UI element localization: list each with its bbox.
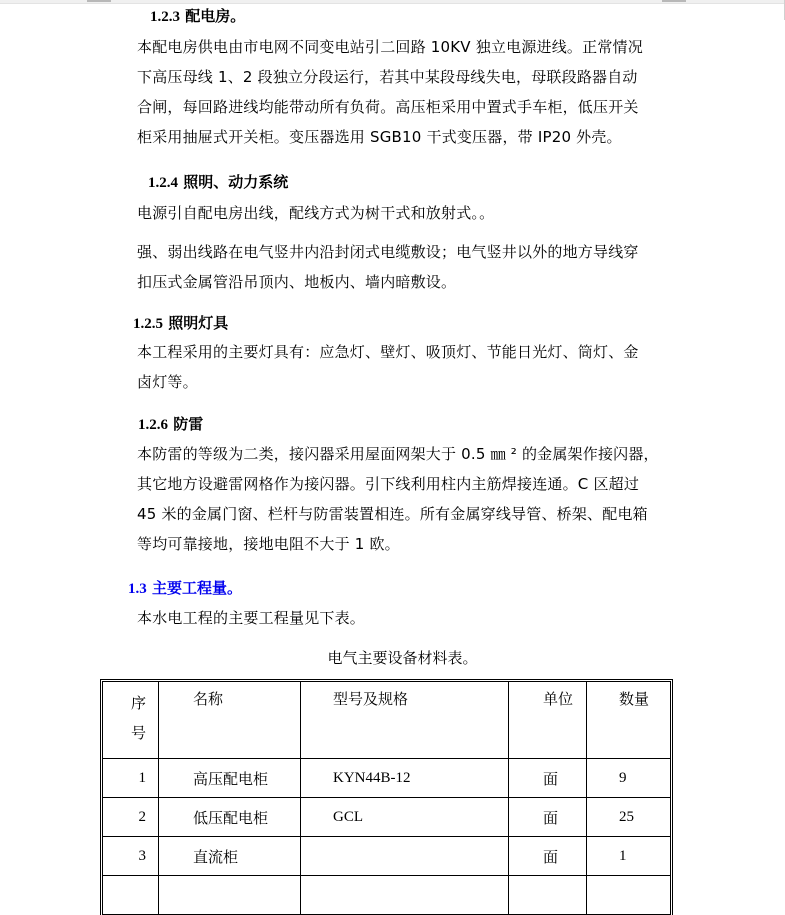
- table-row: [103, 759, 671, 798]
- equipment-table: [102, 681, 671, 915]
- heading-number: 1.3: [128, 581, 147, 597]
- paragraph-1-2-3: [137, 32, 677, 152]
- cell-qty: [587, 876, 671, 915]
- heading-title: 照明灯具: [168, 314, 229, 332]
- text-line: 合闸，每回路进线均能带动所有负荷。高压柜采用中置式手车柜，低压开关: [137, 98, 639, 116]
- text-line: 本水电工程的主要工程量见下表。: [137, 609, 366, 627]
- heading-number: 1.2.6: [138, 417, 168, 433]
- header-spec: 型号及规格: [301, 682, 509, 759]
- heading-number: 1.2.4: [148, 175, 178, 191]
- text-line: 卤灯等。: [137, 373, 198, 391]
- cell-no: 3: [103, 837, 159, 876]
- text-line: 其它地方设避雷网格作为接闪器。引下线利用柱内主筋焊接连通。C 区超过: [137, 475, 640, 493]
- heading-number: 1.2.5: [133, 316, 163, 332]
- paragraph-1-2-4-a: [137, 198, 677, 228]
- header-name: 名称: [159, 682, 301, 759]
- text-line: 下高压母线 1、2 段独立分段运行，若其中某段母线失电，母联段路器自动: [137, 68, 638, 86]
- heading-1-2-6: [138, 413, 203, 434]
- heading-title: 防雷: [173, 415, 204, 433]
- page-top-edge: [0, 0, 785, 4]
- cell-spec: GCL: [301, 798, 509, 837]
- heading-1-3: [128, 577, 242, 598]
- table-row: [103, 876, 671, 915]
- heading-1-2-4: [148, 171, 288, 192]
- text-line: 扣压式金属管沿吊顶内、地板内、墙内暗敷设。: [137, 273, 457, 291]
- heading-title: 主要工程量。: [151, 579, 242, 597]
- cell-no: [103, 876, 159, 915]
- heading-1-2-3: [150, 5, 245, 26]
- cell-name: 低压配电柜: [159, 798, 301, 837]
- cell-qty: 9: [587, 759, 671, 798]
- paragraph-1-2-4-b: [137, 237, 677, 297]
- header-no-line2: 号: [130, 724, 146, 742]
- table-row: [103, 837, 671, 876]
- cell-spec: [301, 837, 509, 876]
- table-row: [103, 798, 671, 837]
- cell-name: 直流柜: [159, 837, 301, 876]
- text-line: 柜采用抽屉式开关柜。变压器选用 SGB10 干式变压器，带 IP20 外壳。: [137, 128, 622, 146]
- cell-name: 高压配电柜: [159, 759, 301, 798]
- cell-unit: 面: [509, 759, 587, 798]
- table-caption: 电气主要设备材料表。: [327, 649, 478, 667]
- cell-qty: 25: [587, 798, 671, 837]
- header-unit: 单位: [509, 682, 587, 759]
- text-line: 本防雷的等级为二类，接闪器采用屋面网架大于 0.5 ㎜ ² 的金属架作接闪器，: [137, 445, 659, 463]
- cell-unit: [509, 876, 587, 915]
- text-line: 强、弱出线路在电气竖井内沿封闭式电缆敷设；电气竖井以外的地方导线穿: [137, 243, 639, 261]
- ruler-margin-marker-right[interactable]: [662, 0, 686, 2]
- text-line: 电源引自配电房出线，配线方式为树干式和放射式。。: [137, 204, 495, 222]
- cell-name: [159, 876, 301, 915]
- heading-title: 配电房。: [185, 7, 246, 25]
- heading-title: 照明、动力系统: [183, 173, 289, 191]
- header-qty: 数量: [587, 682, 671, 759]
- paragraph-1-2-6: [137, 439, 677, 559]
- cell-spec: [301, 876, 509, 915]
- header-no: [103, 682, 159, 759]
- cell-unit: 面: [509, 798, 587, 837]
- header-no-line1: 序: [130, 694, 146, 712]
- text-line: 本工程采用的主要灯具有：应急灯、壁灯、吸顶灯、节能日光灯、筒灯、金: [137, 343, 639, 361]
- cell-no: 2: [103, 798, 159, 837]
- cell-unit: 面: [509, 837, 587, 876]
- text-line: 等均可靠接地，接地电阻不大于 1 欧。: [137, 535, 400, 553]
- cell-spec: KYN44B-12: [301, 759, 509, 798]
- paragraph-1-2-5: [137, 337, 677, 397]
- text-line: 本配电房供电由市电网不同变电站引二回路 10KV 独立电源进线。正常情况: [137, 38, 643, 56]
- paragraph-1-3: [137, 603, 677, 633]
- heading-number: 1.2.3: [150, 9, 180, 25]
- cell-qty: 1: [587, 837, 671, 876]
- table-header-row: [103, 682, 671, 759]
- text-line: 45 米的金属门窗、栏杆与防雷装置相连。所有金属穿线导管、桥架、配电箱: [137, 505, 648, 523]
- heading-1-2-5: [133, 312, 228, 333]
- cell-no: 1: [103, 759, 159, 798]
- ruler-margin-marker-left[interactable]: [87, 0, 111, 2]
